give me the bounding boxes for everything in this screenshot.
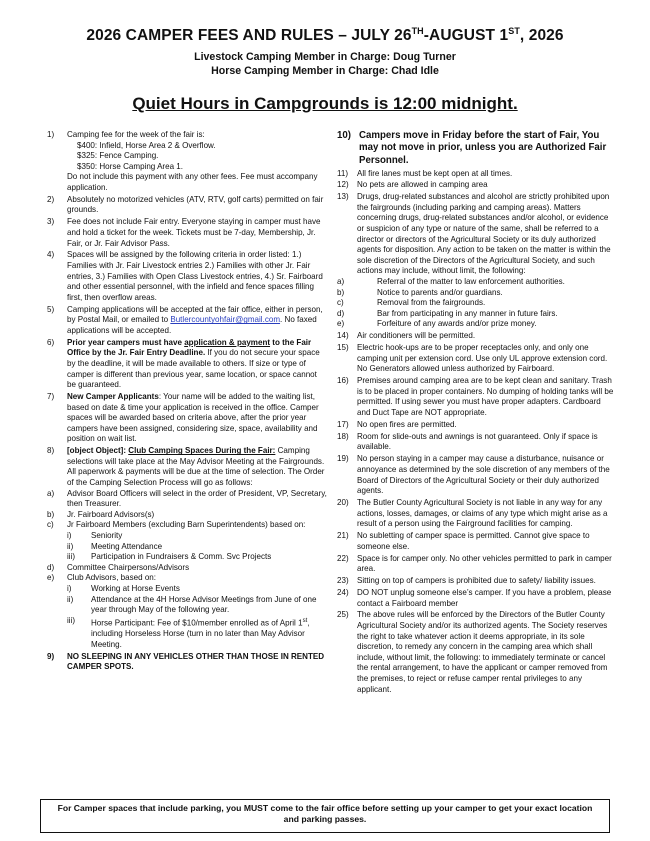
sub-sub-item: i) Seniority (67, 531, 123, 541)
sub-item: b) Notice to parents and/or guardians. (337, 287, 503, 297)
rule-17: 17) No open fires are permitted. (337, 419, 457, 429)
rule-7: 7) New Camper Applicants: Your name will be added to the waiting list, based on date & time your application is received in the office. Camper spaces will be awarded based on criteria above, after the prior year campers have been assigned, considering size, space, availability and position on wait list. (47, 392, 319, 444)
rule-8: 8) [object Object]: Club Camping Spaces During the Fair: Camping selections will take place at the May Advisor Meeting at the Fairgrounds. All paperwork & payments will be due at the time of selection. The Order of the Camping Selection Process will go as follows: a) Advisor Board Officers will select in the order of President, VP, Secretary, then Treasurer. b) Jr. Fairboard Advisors(s) c) Jr Fairboard Members (excluding Barn Superintendents) based on: i) Seniority ii) Meeting Attendance iii) Participation in Fundraisers & Comm. Svc Projects d) Committee Chairpersons/Advisors e) Club Advisors, based on: i) Working at Horse Events ii) Attendance at the 4H Horse Advisor Meetings from June of one year through May of the following year. iii) Horse Participant: Fee of $10/member enrolled as of April 1st, including Horseless Horse (turn in no later than May Advisor Meeting. (47, 446, 327, 649)
rule-16: 16) Premises around camping area are to be kept clean and sanitary. Trash is to be placed in proper containers. No dumping of holding tanks will be permitted. If using sewer you must have proper adapters. Cardboard and Duct Tape are NOT appropriate. (337, 376, 614, 418)
rule-4: 4) Spaces will be assigned by the following criteria in order listed: 1.) Families with Jr. Fair Livestock entries 2.) Families with other Jr. Fair entries, 3.) Families with Open Class Livestock entries, 4.) Sr. Fairboard and other essential personnel, with the infield and fence spaces filling first, then overflow areas. (47, 250, 323, 302)
sub-item: c) Removal from the fairgrounds. (337, 298, 486, 308)
sub-item: c) Jr Fairboard Members (excluding Barn Superintendents) based on: i) Seniority ii) Meeting Attendance iii) Participation in Fundraisers & Comm. Svc Projects (47, 520, 327, 562)
left-column (47, 130, 327, 674)
sub-sub-item: iii) Participation in Fundraisers & Comm. Svc Projects (67, 552, 272, 562)
rule-5: 5) Camping applications will be accepted at the fair office, either in person, by Postal Mail, or emailed to Butlercountyohfair@gmail.com. No faxed applications will be accepted. (47, 304, 323, 335)
rule-3: 3) Fee does not include Fair entry. Everyone staying in camper must have and hold a ticket for the week. Tickets must be 7-day, Membership, Jr. Fair, or Jr. Fair Advisor Pass. (47, 217, 321, 248)
sub-sub-item: ii) Attendance at the 4H Horse Advisor Meetings from June of one year through May of the following year. (67, 594, 317, 615)
sub-item: b) Jr. Fairboard Advisors(s) (47, 509, 155, 519)
rule-23: 23) Sitting on top of campers is prohibited due to safety/ liability issues. (337, 576, 596, 586)
sub-item: e) Forfeiture of any awards and/or prize money. (337, 319, 537, 329)
sub-item: d) Committee Chairpersons/Advisors (47, 562, 190, 572)
rule-6: 6) Prior year campers must have application & payment to the Fair Office by the Jr. Fair Entry Deadline. If you do not secure your space by the deadline, it will be made available to others. If size or type of camper is different than previous year, same location, or space cannot be guaranteed. (47, 337, 320, 390)
page-title: 2026 CAMPER FEES AND RULES – JULY 26TH-AUGUST 1ST, 2026 (86, 26, 564, 45)
rule-20: 20) The Butler County Agricultural Society is not liable in any way for any actions, losses, damages, or claims of any type which might arise as a result of a person using the Fairground facilities for camping. (337, 498, 608, 529)
sub-sub-item: i) Working at Horse Events (67, 584, 180, 594)
rule-24: 24) DO NOT unplug someone else’s camper. If you have a problem, please contact a Fairboard member (337, 587, 612, 608)
rule-15: 15) Electric hook-ups are to be proper receptacles only, and only one camping unit per extension cord. Use only UL approve extension cord. No Generators allowed unless authorized by Fairboard. (337, 343, 608, 374)
rule-18: 18) Room for slide-outs and awnings is not guaranteed. Only if space is available. (337, 431, 598, 452)
rule-9: 9) NO SLEEPING IN ANY VEHICLES OTHER THAN THOSE IN RENTED CAMPER SPOTS. (47, 651, 325, 672)
rule-13: 13) Drugs, drug-related substances and alcohol are strictly prohibited upon the fairgrounds (including parking and camping areas). Matters concerning drugs, drug-related substances and/or alcohol, or evidence or suspicion of any type or nature of the same, shall be referred to a director or directors of the Agricultural Society or its duly authorized agents for disposition. Any action to be taken on the matter is within the sole discretion of the Directors of the Agricultural Society, and such actions may include, without limit, the following: a) Referral of the matter to law enforcement authorities. b) Notice to parents and/or guardians. c) Removal from the fairgrounds. d) Bar from participating in any manner in future fairs. e) Forfeiture of any awards and/or prize money. (337, 192, 614, 330)
sub-item: d) Bar from participating in any manner in future fairs. (337, 308, 558, 318)
rule-11: 11) All fire lanes must be kept open at all times. (337, 168, 513, 178)
rule-25: 25) The above rules will be enforced by the Directors of the Butler County Agricultural Society and/or its authorized agents. The Society reserves the right to take whatever action it deems appropriate, in its sole discretion, to remedy any concern in the camping area which shall include, without limit, the following: to immediately terminate or cancel the rental arrangement, to have the applicant or camper removed from the premises, to reject or refuse camper rental privileges to any applicant. (337, 610, 608, 694)
rule-21: 21) No subletting of camper space is permitted. Cannot give space to someone else. (337, 531, 590, 551)
sub-sub-item: ii) Meeting Attendance (67, 541, 163, 551)
fee-line: $350: Horse Camping Area 1. (77, 161, 184, 171)
parking-notice: For Camper spaces that include parking, you MUST come to the fair office before setting up your camper to get your exact location and parking passes. (40, 799, 610, 833)
rule-22: 22) Space is for camper only. No other vehicles permitted to park in camper area. (337, 553, 612, 574)
horse-member: Horse Camping Member in Charge: Chad Idle (211, 65, 439, 77)
rule-19: 19) No person staying in a camper may cause a disturbance, nuisance or annoyance as determined by the sole discretion of any members of the Board of Directors of the Agricultural Society or their duly authorized agents. (337, 454, 610, 496)
rule-2: 2) Absolutely no motorized vehicles (ATV, RTV, golf carts) permitted on fair grounds. (47, 194, 324, 215)
sub-sub-item: iii) Horse Participant: Fee of $10/member enrolled as of April 1st, including Horseless Horse (turn in no later than May Advisor Meeting. (67, 615, 310, 649)
right-column (337, 130, 614, 696)
email-link[interactable]: Butlercountyohfair@gmail.com (170, 315, 281, 325)
livestock-member: Livestock Camping Member in Charge: Doug Turner (194, 51, 456, 63)
fee-line: $400: Infield, Horse Area 2 & Overflow. (77, 140, 216, 150)
rule-12: 12) No pets are allowed in camping area (337, 180, 488, 190)
sub-item: e) Club Advisors, based on: i) Working at Horse Events ii) Attendance at the 4H Horse Advisor Meetings from June of one year through May of the following year. iii) Horse Participant: Fee of $10/member enrolled as of April 1st, including Horseless Horse (turn in no later than May Advisor Meeting. (47, 573, 327, 650)
rule-10: 10) Campers move in Friday before the start of Fair, You may not move in prior, unless you are Authorized Fair Personnel. (337, 130, 607, 166)
fee-line: $325: Fence Camping. (77, 151, 159, 161)
rule-14: 14) Air conditioners will be permitted. (337, 331, 476, 341)
sub-item: a) Referral of the matter to law enforcement authorities. (337, 277, 565, 287)
quiet-hours-heading: Quiet Hours in Campgrounds is 12:00 midnight. (132, 94, 518, 113)
rule-1: 1) Camping fee for the week of the fair is: $400: Infield, Horse Area 2 & Overflow. $325: Fence Camping. $350: Horse Camping Area 1. Do not include this payment with any other fees. Fee must accompany application. (47, 130, 327, 194)
sub-item: a) Advisor Board Officers will select in the order of President, VP, Secretary, then Treasurer. (47, 488, 327, 509)
